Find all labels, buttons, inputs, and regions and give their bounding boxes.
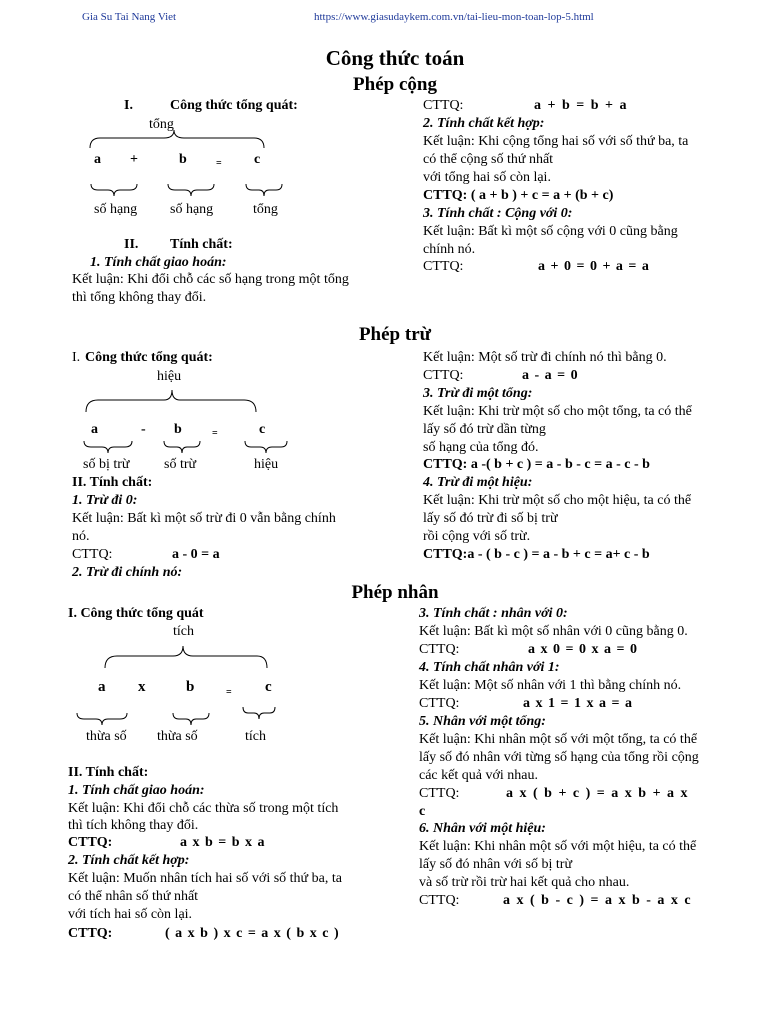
addition-prop-1-text-1: Kết luận: Khi đổi chỗ các số hạng trong một tổng <box>72 272 349 287</box>
multiplication-brace-2 <box>172 712 212 726</box>
addition-section-2-number: II. <box>124 237 139 252</box>
multiplication-prop-2-title: 2. Tính chất kết hợp: <box>68 853 190 868</box>
subtraction-prop-3-text-3: số hạng của tổng đó. <box>423 440 539 455</box>
subtraction-prop-3-text-1: Kết luận: Khi trừ một số cho một tổng, ta có thể <box>423 404 692 419</box>
addition-prop-2-text-3: với tổng hai số còn lại. <box>423 170 551 185</box>
addition-section-1-number: I. <box>124 98 133 113</box>
multiplication-prop-1-text-2: thì tích không thay đổi. <box>68 818 199 833</box>
multiplication-prop-6-cttq: a x ( b - c ) = a x b - a x c <box>503 893 691 908</box>
addition-prop-3-cttq: a + 0 = 0 + a = a <box>538 259 649 274</box>
addition-brace-2 <box>167 183 217 197</box>
multiplication-operand-b: b <box>186 679 195 695</box>
subtraction-prop-4-text-3: rồi cộng với số trừ. <box>423 529 531 544</box>
subtraction-prop-3-text-2: lấy số đó trừ dần từng <box>423 422 546 437</box>
subtraction-brace-3 <box>244 440 290 454</box>
multiplication-operand-a: a <box>98 679 106 695</box>
multiplication-prop-1-cttq-label: CTTQ: <box>68 835 113 850</box>
multiplication-prop-6-text-2: lấy số đó nhân với số bị trừ <box>419 857 573 872</box>
addition-heading: Phép cộng <box>353 74 437 95</box>
multiplication-prop-4-cttq-label: CTTQ: <box>419 696 460 711</box>
page-title: Công thức toán <box>325 46 465 70</box>
subtraction-result-c: c <box>259 422 266 437</box>
multiplication-prop-1-text-1: Kết luận: Khi đổi chỗ các thừa số trong một tích <box>68 801 339 816</box>
addition-brace-3 <box>245 183 285 197</box>
addition-label-addend-2: số hạng <box>170 202 214 217</box>
addition-prop-3-text-1: Kết luận: Bất kì một số cộng với 0 cũng bằng <box>423 224 678 239</box>
multiplication-prop-6-text-1: Kết luận: Khi nhân một số với một hiệu, ta có thể <box>419 839 697 854</box>
addition-top-brace <box>88 128 268 150</box>
addition-prop-1-title: 1. Tính chất giao hoán: <box>90 255 227 270</box>
subtraction-prop-1-text-1: Kết luận: Bất kì một số trừ đi 0 vẫn bằng chính <box>72 511 336 526</box>
subtraction-brace-2 <box>163 440 203 454</box>
multiplication-section-2-title: II. Tính chất: <box>68 765 149 780</box>
multiplication-prop-5-cttq: a x ( b + c ) = a x b + a x <box>506 786 688 801</box>
subtraction-prop-1-title: 1. Trừ đi 0: <box>72 493 138 508</box>
subtraction-equals-sign: = <box>212 428 218 439</box>
subtraction-prop-4-text-1: Kết luận: Khi trừ một số cho một hiệu, ta có thể <box>423 493 692 508</box>
addition-label-addend-1: số hạng <box>94 202 138 217</box>
addition-label-sum: tổng <box>253 202 278 217</box>
subtraction-prop-1-cttq-label: CTTQ: <box>72 547 113 562</box>
subtraction-operand-a: a <box>91 422 98 437</box>
multiplication-prop-1-cttq: a x b = b x a <box>180 835 265 850</box>
addition-result-c: c <box>254 152 261 167</box>
subtraction-top-brace <box>84 388 264 414</box>
addition-diagram-top-label: tổng <box>149 117 174 132</box>
multiplication-top-brace <box>103 644 273 670</box>
addition-prop-3-cttq-label: CTTQ: <box>423 259 464 274</box>
subtraction-diagram-top-label: hiệu <box>157 369 182 384</box>
addition-prop-2-text-2: có thể cộng số thứ nhất <box>423 152 554 167</box>
addition-prop-1-text-2: thì tổng không thay đổi. <box>72 290 207 305</box>
multiplication-prop-2-text-2: có thể nhân số thứ nhất <box>68 889 199 904</box>
site-url-link[interactable]: https://www.giasudaykem.com.vn/tai-lieu-mon-toan-lop-5.html <box>314 11 594 23</box>
subtraction-prop-1-text-2: nó. <box>72 529 90 544</box>
multiplication-label-product: tích <box>245 729 266 744</box>
addition-section-2-title: Tính chất: <box>170 237 233 252</box>
subtraction-prop-4-title: 4. Trừ đi một hiệu: <box>423 475 533 490</box>
addition-prop-3-text-2: chính nó. <box>423 242 476 257</box>
subtraction-prop-4-text-2: lấy số đó trừ đi số bị trừ <box>423 511 558 526</box>
multiplication-heading: Phép nhân <box>351 582 439 603</box>
subtraction-prop-2-text: Kết luận: Một số trừ đi chính nó thì bằng 0. <box>423 350 667 365</box>
multiplication-prop-5-text-3: các kết quả với nhau. <box>419 768 538 783</box>
addition-prop-2-title: 2. Tính chất kết hợp: <box>423 116 545 131</box>
subtraction-label-difference: hiệu <box>254 457 279 472</box>
addition-equals-sign: = <box>216 158 222 169</box>
multiplication-prop-3-title: 3. Tính chất : nhân với 0: <box>419 606 568 621</box>
subtraction-minus-sign: - <box>141 422 146 437</box>
multiplication-equals-sign: = <box>226 687 232 698</box>
multiplication-prop-6-cttq-label: CTTQ: <box>419 893 460 908</box>
subtraction-section-2-title: II. Tính chất: <box>72 475 153 490</box>
multiplication-section-1-title: I. Công thức tổng quát <box>68 606 204 621</box>
multiplication-prop-2-text-1: Kết luận: Muốn nhân tích hai số với số thứ ba, ta <box>68 871 342 886</box>
subtraction-label-subtrahend: số trừ <box>164 457 197 472</box>
addition-prop-3-title: 3. Tính chất : Cộng với 0: <box>423 206 573 221</box>
addition-prop-2-cttq: CTTQ: ( a + b ) + c = a + (b + c) <box>423 188 614 203</box>
multiplication-label-factor-2: thừa số <box>157 729 198 744</box>
multiplication-prop-4-cttq: a x 1 = 1 x a = a <box>523 696 632 711</box>
multiplication-prop-1-title: 1. Tính chất giao hoán: <box>68 783 205 798</box>
subtraction-label-minuend: số bị trừ <box>83 457 130 472</box>
multiplication-prop-5-title: 5. Nhân với một tổng: <box>419 714 546 729</box>
subtraction-operand-b: b <box>174 422 182 437</box>
multiplication-prop-2-cttq: ( a x b ) x c = a x ( b x c ) <box>165 926 339 941</box>
addition-brace-1 <box>90 183 140 197</box>
subtraction-prop-4-cttq: CTTQ:a - ( b - c ) = a - b + c = a+ c - b <box>423 547 650 562</box>
multiplication-diagram-top-label: tích <box>173 624 194 639</box>
subtraction-brace-1 <box>83 440 135 454</box>
subtraction-section-1-number: I. <box>72 350 81 365</box>
multiplication-prop-5-cttq-continued: c <box>419 804 426 819</box>
multiplication-brace-1 <box>76 712 130 726</box>
addition-section-1-title: Công thức tổng quát: <box>170 98 298 113</box>
multiplication-prop-3-text: Kết luận: Bất kì một số nhân với 0 cũng bằng 0. <box>419 624 688 639</box>
multiplication-prop-4-text: Kết luận: Một số nhân với 1 thì bằng chính nó. <box>419 678 682 693</box>
subtraction-prop-1-cttq: a - 0 = a <box>172 547 220 562</box>
subtraction-section-1-title: Công thức tổng quát: <box>85 350 213 365</box>
multiplication-prop-5-text-1: Kết luận: Khi nhân một số với một tổng, ta có thể <box>419 732 698 747</box>
multiplication-prop-2-cttq-label: CTTQ: <box>68 926 113 941</box>
multiplication-prop-5-cttq-label: CTTQ: <box>419 786 460 801</box>
addition-operand-a: a <box>94 152 101 167</box>
addition-plus-sign: + <box>130 152 138 167</box>
addition-cttq-1-label: CTTQ: <box>423 98 464 113</box>
subtraction-prop-2-cttq: a - a = 0 <box>522 368 578 383</box>
multiplication-prop-3-cttq: a x 0 = 0 x a = 0 <box>528 642 637 657</box>
subtraction-prop-2-title: 2. Trừ đi chính nó: <box>72 565 183 580</box>
subtraction-prop-2-cttq-label: CTTQ: <box>423 368 464 383</box>
multiplication-brace-3 <box>242 706 278 720</box>
multiplication-prop-3-cttq-label: CTTQ: <box>419 642 460 657</box>
multiplication-label-factor-1: thừa số <box>86 729 127 744</box>
addition-operand-b: b <box>179 152 187 167</box>
multiplication-times-sign: x <box>138 679 146 695</box>
addition-prop-2-text-1: Kết luận: Khi cộng tổng hai số với số thứ ba, ta <box>423 134 689 149</box>
multiplication-prop-4-title: 4. Tính chất nhân với 1: <box>419 660 560 675</box>
site-name: Gia Su Tai Nang Viet <box>82 11 177 23</box>
multiplication-prop-2-text-3: với tích hai số còn lại. <box>68 907 193 922</box>
multiplication-result-c: c <box>265 679 272 695</box>
multiplication-prop-6-text-3: và số trừ rồi trừ hai kết quả cho nhau. <box>419 875 630 890</box>
subtraction-prop-3-cttq: CTTQ: a -( b + c ) = a - b - c = a - c - b <box>423 457 650 472</box>
addition-cttq-1: a + b = b + a <box>534 98 627 113</box>
multiplication-prop-6-title: 6. Nhân với một hiệu: <box>419 821 546 836</box>
multiplication-prop-5-text-2: lấy số đó nhân với từng số hạng của tổng rồi cộng <box>419 750 699 765</box>
subtraction-heading: Phép trừ <box>358 324 432 345</box>
subtraction-prop-3-title: 3. Trừ đi một tổng: <box>423 386 533 401</box>
